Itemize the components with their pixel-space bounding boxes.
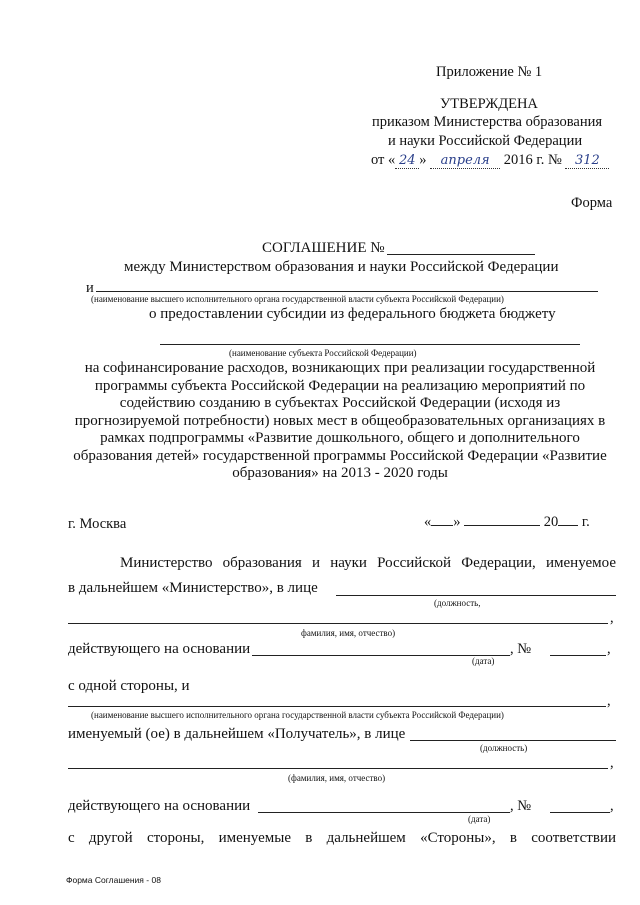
purpose-line: программы субъекта Российской Федерации на реализацию мероприятий по xyxy=(94,377,586,394)
purpose-line: прогнозируемой потребности) новых мест в общеобразовательных организациях в xyxy=(74,412,606,429)
order-line-1: приказом Министерства образования xyxy=(372,114,603,130)
caption-fio-2: (фамилия, имя, отчество) xyxy=(288,773,386,783)
subject-field xyxy=(160,344,580,345)
order-year-text: 2016 г. № xyxy=(503,152,562,168)
purpose-line: образования» на 2013 - 2020 годы xyxy=(232,465,448,481)
appendix-label: Приложение № 1 xyxy=(436,64,543,80)
exec-body-field-2 xyxy=(68,706,606,707)
acting-on-basis-2: действующего на основании xyxy=(68,798,251,814)
number-sign-2: , № xyxy=(510,798,532,814)
order-number: 312 xyxy=(565,153,609,169)
position-field-2 xyxy=(410,740,616,741)
agreement-title: СОГЛАШЕНИЕ № xyxy=(262,240,385,256)
caption-date: (дата) xyxy=(472,656,495,666)
caption-exec-body-2: (наименование высшего исполнительного органа государственной власти субъекта Российской Федерации) xyxy=(91,710,504,720)
about-line: о предоставлении субсидии из федерального бюджета бюджету xyxy=(149,306,556,322)
comma-1: , xyxy=(610,610,614,626)
purpose-block xyxy=(60,360,620,483)
named-recipient: именуемый (ое) в дальнейшем «Получатель», в лице xyxy=(68,726,406,742)
para1-line1: Министерство образования и науки Российской Федерации, именуемое xyxy=(120,555,616,571)
other-side-line: с другой стороны, именуемые в дальнейшем «Стороны», в соответствии xyxy=(68,830,616,846)
caption-position: (должность, xyxy=(434,598,481,608)
order-line-2: и науки Российской Федерации xyxy=(388,133,583,149)
approved-label: УТВЕРЖДЕНА xyxy=(440,96,538,112)
comma-4: , xyxy=(610,755,614,771)
order-date-line xyxy=(371,152,609,169)
order-month: апреля xyxy=(430,153,500,169)
comma-2: , xyxy=(607,641,611,657)
basis-number-field-2 xyxy=(550,812,610,813)
position-field xyxy=(336,595,616,596)
footer-form-id: Форма Соглашения - 08 xyxy=(66,875,161,885)
agreement-number-field xyxy=(387,254,535,255)
caption-date-2: (дата) xyxy=(468,814,491,824)
and-label: и xyxy=(86,280,94,296)
between-line: между Министерством образования и науки Российской Федерации xyxy=(124,259,559,275)
purpose-line: образования детей» государственной программы Российской Федерации «Развитие xyxy=(73,447,607,464)
close-quote: » xyxy=(453,514,461,530)
basis-number-field xyxy=(550,655,606,656)
caption-exec-body: (наименование высшего исполнительного органа государственной власти субъекта Российской Федерации) xyxy=(91,294,504,304)
acting-on-basis: действующего на основании xyxy=(68,641,251,657)
purpose-line: на софинансирование расходов, возникающих при реализации государственной xyxy=(84,360,596,376)
comma-5: , xyxy=(610,798,614,814)
caption-position-2: (должность) xyxy=(480,743,528,753)
year-field xyxy=(558,513,578,526)
para1-line2: в дальнейшем «Министерство», в лице xyxy=(68,580,318,596)
basis-field-2 xyxy=(258,812,510,813)
signing-date xyxy=(424,513,590,531)
date-mid: » xyxy=(419,152,427,168)
fio-field-2 xyxy=(68,768,608,769)
fio-field xyxy=(68,623,608,624)
purpose-line: рамках подпрограммы «Развитие дошкольного, общего и дополнительного xyxy=(100,430,580,446)
exec-body-field xyxy=(96,291,598,292)
order-day: 24 xyxy=(395,153,419,169)
number-sign-1: , № xyxy=(510,641,532,657)
one-side-label: с одной стороны, и xyxy=(68,678,190,694)
comma-3: , xyxy=(607,693,611,709)
caption-subject: (наименование субъекта Российской Федерации) xyxy=(229,348,417,358)
caption-fio: фамилия, имя, отчество) xyxy=(301,628,396,638)
year-prefix: 20 xyxy=(543,514,559,530)
year-suffix: г. xyxy=(581,514,590,530)
date-prefix: от « xyxy=(371,152,396,168)
open-quote: « xyxy=(424,514,432,530)
city-label: г. Москва xyxy=(68,516,127,532)
month-field xyxy=(464,513,540,526)
form-label: Форма xyxy=(571,195,613,211)
day-field xyxy=(431,513,453,526)
purpose-line: содействию созданию в субъектах Российской Федерации (исходя из xyxy=(119,395,561,411)
